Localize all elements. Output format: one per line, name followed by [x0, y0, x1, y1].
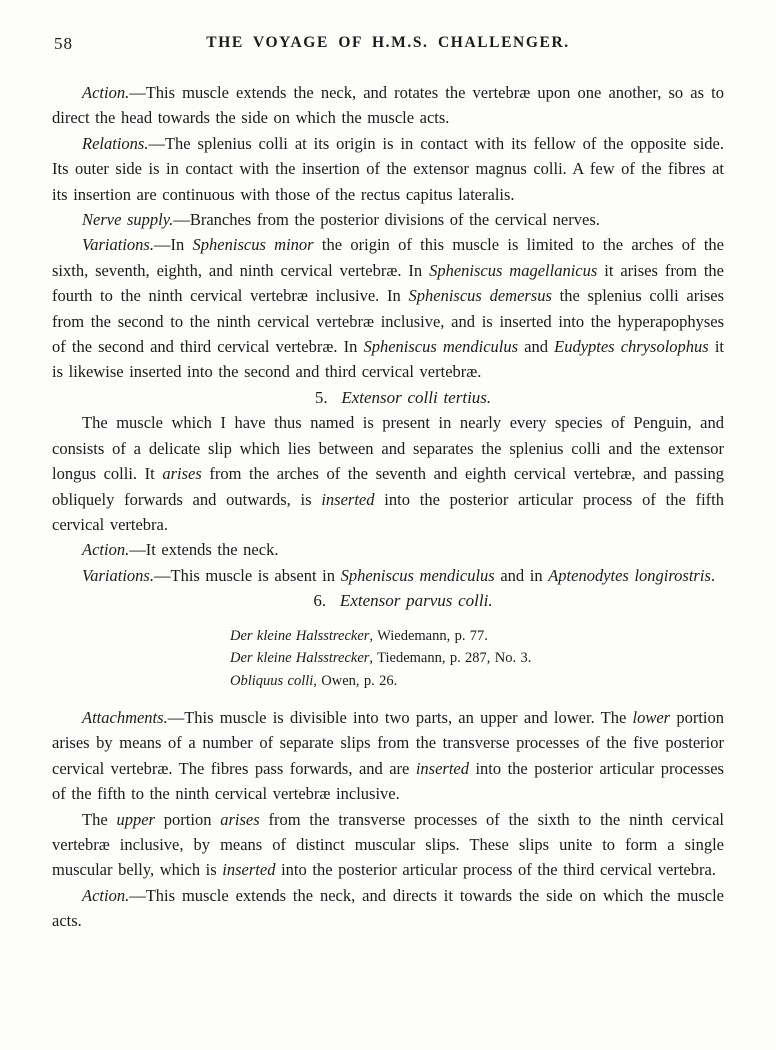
section-title: Extensor parvus colli. [339, 591, 493, 611]
paragraph-variations: Variations.—In Spheniscus minor the origin of this muscle is limited to the arches of the sixth, seventh, eighth, and ninth cervical vertebræ. In Spheniscus magellanicus it arises from the fourth to the ninth cervical vertebræ inclusive. In Spheniscus demersus the splenius colli arises from the second to the ninth cervical vertebræ inclusive, and is inserted into the hyperapophyses of the second and third cervical vertebræ. In Spheniscus mendiculus and Eudyptes chrysolophus it is likewise inserted into the second and third cervical vertebræ. [52, 235, 724, 382]
section-heading-5 [52, 385, 724, 410]
section-number: 5. [314, 387, 328, 407]
running-head [52, 34, 724, 56]
paragraph-section6-attachments: Attachments.—This muscle is divisible into two parts, an upper and lower. The lower portion arises by means of a number of separate slips from the transverse processes of the five posterior cervical vertebræ. The fibres pass forwards, and are inserted into the posterior articular processes of the fifth to the ninth cervical vertebræ inclusive. [52, 708, 724, 804]
paragraph-section5-action: Action.—It extends the neck. [82, 540, 279, 560]
paragraph-section6-action: Action.—This muscle extends the neck, and directs it towards the side on which the muscle acts. [52, 885, 724, 931]
citation-line: Obliquus colli, Owen, p. 26. [230, 672, 398, 689]
paragraph-section6-upper-portion: The upper portion arises from the transverse processes of the sixth to the ninth cervical vertebræ inclusive, by means of distinct muscular slips. These slips unite to form a single muscular belly, which is inserted into the posterior articular process of the third cervical vertebra. [52, 809, 724, 880]
paragraph-section5-attachment: The muscle which I have thus named is present in nearly every species of Penguin, and consists of a delicate slip which lies between and separates the splenius colli and the extensor longus colli. It arises from the arches of the seventh and eighth cervical vertebræ, and passing obliquely forwards and outwards, is inserted into the posterior articular process of the fifth cervical vertebra. [52, 413, 724, 534]
citation-block [230, 625, 724, 693]
paragraph-nerve-supply: Nerve supply.—Branches from the posterior divisions of the cervical nerves. [82, 210, 600, 230]
paragraph-section5-variations: Variations.—This muscle is absent in Spheniscus mendiculus and in Aptenodytes longirostris. [82, 565, 715, 585]
section-heading-6 [52, 588, 724, 613]
citation-line: Der kleine Halsstrecker, Wiedemann, p. 77. [230, 627, 488, 644]
citation-line: Der kleine Halsstrecker, Tiedemann, p. 287, No. 3. [230, 650, 532, 667]
paragraph-relations: Relations.—The splenius colli at its origin is in contact with its fellow of the opposite side. Its outer side is in contact with the insertion of the extensor magnus colli. A few of the fibres at its insertion are continuous with those of the rectus capitus lateralis. [52, 133, 724, 204]
page-body [52, 80, 724, 934]
paragraph-action: Action.—This muscle extends the neck, and rotates the vertebræ upon one another, so as to direct the head towards the side on which the muscle acts. [52, 83, 724, 128]
page-number: 58 [54, 34, 73, 53]
section-number: 6. [313, 591, 327, 611]
section-title: Extensor colli tertius. [341, 387, 492, 407]
running-header-title: THE VOYAGE OF H.M.S. CHALLENGER. [206, 34, 570, 51]
